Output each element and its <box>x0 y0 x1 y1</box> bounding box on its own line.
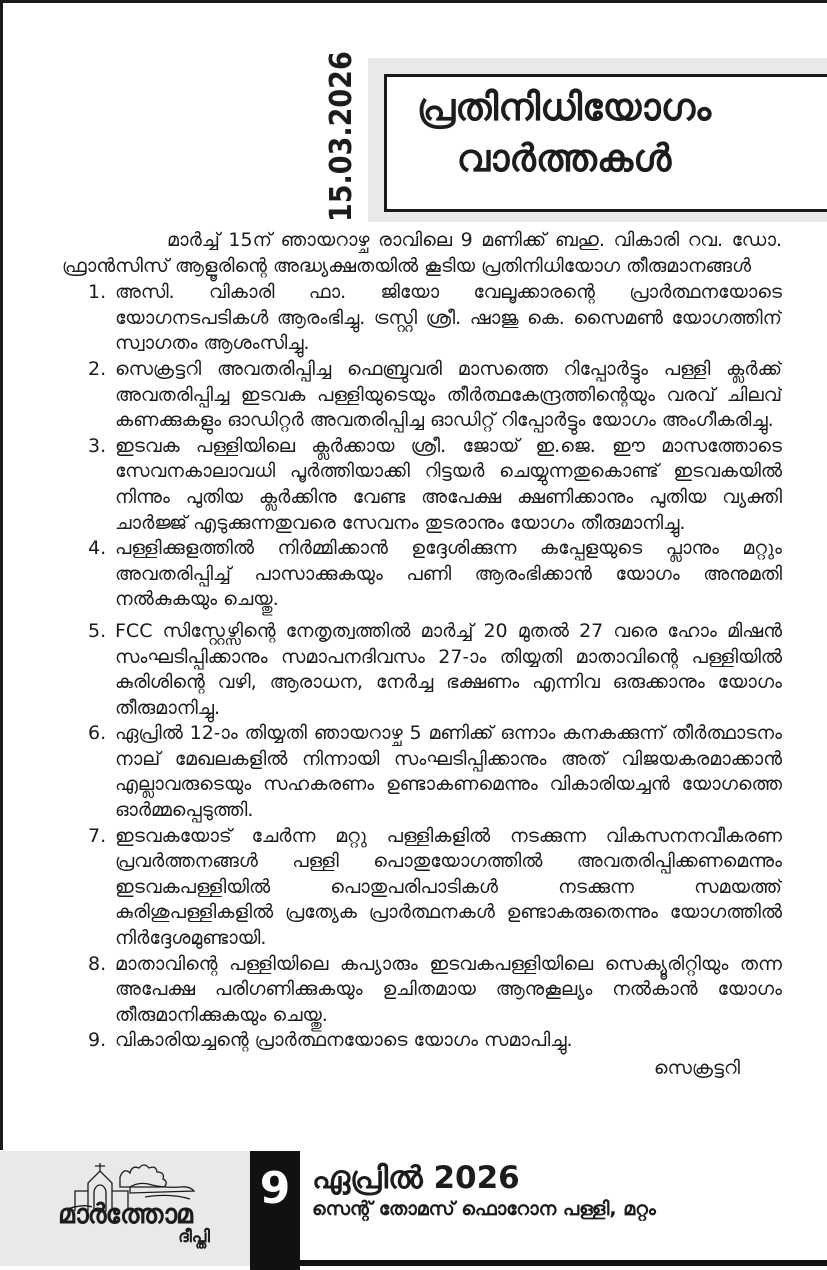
list-item <box>62 824 782 952</box>
list-item <box>62 952 782 1029</box>
footer-logo-panel <box>0 1151 250 1266</box>
list-item <box>62 1028 782 1054</box>
item-number: 4. <box>88 537 107 560</box>
item-text: മാതാവിന്റെ പള്ളിയിലെ കപ്യാരും ഇടവകപള്ളിയിലെ സെക്യൂരിറ്റിയും തന്ന അപേക്ഷ പരിഗണിക്കുകയും ഉചിതമായ ആനുകൂല്യം നൽകാൻ യോഗം തീരുമാനിക്കുകയും ചെയ്തു. <box>115 952 782 1026</box>
item-number: 8. <box>88 952 107 975</box>
page-border-left <box>0 0 3 1150</box>
marthoma-deepthi-logo <box>12 1153 238 1247</box>
footer-issue-month: ഏപ്രിൽ 2026 <box>312 1160 520 1196</box>
footer-bottom-rule <box>250 1260 827 1266</box>
list-item <box>62 357 782 434</box>
signature: സെക്രട്ടറി <box>653 1057 740 1079</box>
item-text: ഇടവകയോട് ചേർന്ന മറ്റു പള്ളികളിൽ നടക്കുന്ന വികസനനവീകരണ പ്രവർത്തനങ്ങൾ പള്ളി പൊതുയോഗത്തിൽ അവതരിപ്പിക്കണമെന്നും ഇടവകപള്ളിയിൽ പൊതുപരിപാടികൾ നടക്കുന്ന സമയത്ത് കുരിശുപള്ളികളിൽ പ്രത്യേക പ്രാർത്ഥനകൾ ഉണ്ടാകരുതെന്നും യോഗത്തിൽ നിർദ്ദേശമുണ്ടായി. <box>115 824 782 950</box>
list-item <box>62 721 782 823</box>
issue-date-vertical: 15.03.2026 <box>324 51 359 222</box>
intro-paragraph: മാർച്ച് 15ന് ഞായറാഴ്ച രാവിലെ 9 മണിക്ക് ബഹു. വികാരി റവ. ഡോ. ഫ്രാൻസിസ് ആളൂരിന്റെ അദ്ധ്യക്ഷതയിൽ കൂടിയ പ്രതിനിധിയോഗ തീരുമാനങ്ങൾ <box>62 229 782 277</box>
footer-page-number-bar <box>250 1151 300 1270</box>
list-item <box>62 434 782 536</box>
list-item <box>62 280 782 357</box>
item-number: 3. <box>88 434 107 457</box>
item-text: സെക്രട്ടറി അവതരിപ്പിച്ച ഫെബ്രുവരി മാസത്തെ റിപ്പോർട്ടും പള്ളി ക്ലർക്ക് അവതരിപ്പിച്ച ഇടവക പള്ളിയുടെയും തീർത്ഥകേന്ദ്രത്തിന്റെയും വരവ് ചിലവ് കണക്കുകളും ഓഡിറ്റർ അവതരിപ്പിച്ച ഓഡിറ്റ് റിപ്പോർട്ടും യോഗം അംഗീകരിച്ചു. <box>115 357 782 432</box>
item-text: ഏപ്രിൽ 12-ാം തിയ്യതി ഞായറാഴ്ച 5 മണിക്ക് ഒന്നാം കനകക്കുന്ന് തീർത്ഥാടനം നാല് മേഖലകളിൽ നിന്നായി സംഘടിപ്പിക്കാനും അത് വിജയകരമാക്കാൻ എല്ലാവരുടെയും സഹകരണം ഉണ്ടാകണമെന്നും വികാരിയച്ചൻ യോഗത്തെ ഓർമ്മപ്പെടുത്തി. <box>115 722 782 822</box>
page-border-top <box>0 0 827 3</box>
item-number: 1. <box>88 281 107 304</box>
list-item <box>62 619 782 721</box>
page-title-line1: പ്രതിനിധിയോഗം <box>416 85 712 129</box>
item-number: 6. <box>88 722 107 745</box>
item-text: വികാരിയച്ചന്റെ പ്രാർത്ഥനയോടെ യോഗം സമാപിച്ചു. <box>115 1029 573 1052</box>
page-title <box>393 82 735 185</box>
item-text: FCC സിസ്റ്റേഴ്സിന്റെ നേതൃത്വത്തിൽ മാർച്ച് 20 മുതൽ 27 വരെ ഹോം മിഷൻ സംഘടിപ്പിക്കാനും സമാപനദിവസം 27-ാം തിയ്യതി മാതാവിന്റെ പള്ളിയിൽ കുരിശിന്റെ വഴി, ആരാധന, നേർച്ച ഭക്ഷണം എന്നിവ ഒരുക്കാനും യോഗം തീരുമാനിച്ചു. <box>115 619 782 719</box>
item-number: 2. <box>88 357 107 380</box>
item-number: 9. <box>88 1029 107 1052</box>
item-text: അസി. വികാരി ഫാ. ജിയോ വേലൂക്കാരന്റെ പ്രാർത്ഥനയോടെ യോഗനടപടികൾ ആരംഭിച്ചു. ട്രസ്റ്റി ശ്രീ. ഷാജു കെ. സൈമൺ യോഗത്തിന് സ്വാഗതം ആശംസിച്ചു. <box>115 281 782 355</box>
item-text: ഇടവക പള്ളിയിലെ ക്ലർക്കായ ശ്രീ. ജോയ് ഇ.ജെ. ഈ മാസത്തോടെ സേവനകാലാവധി പൂർത്തിയാക്കി റിട്ടയർ ചെയ്യുന്നതുകൊണ്ട് ഇടവകയിൽ നിന്നും പുതിയ ക്ലർക്കിനു വേണ്ട അപേക്ഷ ക്ഷണിക്കാനും പുതിയ വ്യക്തി ചാർജ്ജ് എടുക്കുന്നതുവരെ സേവനം തുടരാനും യോഗം തീരുമാനിച്ചു. <box>115 434 782 534</box>
page-title-line2: വാർത്തകൾ <box>456 136 672 181</box>
item-number: 7. <box>88 824 107 847</box>
minutes-body <box>62 228 782 1082</box>
page-number: 9 <box>259 1163 291 1214</box>
item-number: 5. <box>88 619 107 642</box>
logo-subtitle: ദീപ്തി <box>178 1227 210 1247</box>
logo-title: മാർത്തോമ <box>58 1199 192 1230</box>
list-item <box>62 536 782 613</box>
footer-info <box>312 1160 656 1220</box>
footer-church-name: സെന്റ് തോമസ് ഫൊറോന പള്ളി, മറ്റം <box>312 1198 656 1221</box>
item-text: പള്ളിക്കുളത്തിൽ നിർമ്മിക്കാൻ ഉദ്ദേശിക്കുന്ന കപ്പേളയുടെ പ്ലാനും മറ്റും അവതരിപ്പിച്ച് പാസാക്കുകയും പണി ആരംഭിക്കാൻ യോഗം അനുമതി നൽകുകയും ചെയ്തു. <box>115 537 782 611</box>
